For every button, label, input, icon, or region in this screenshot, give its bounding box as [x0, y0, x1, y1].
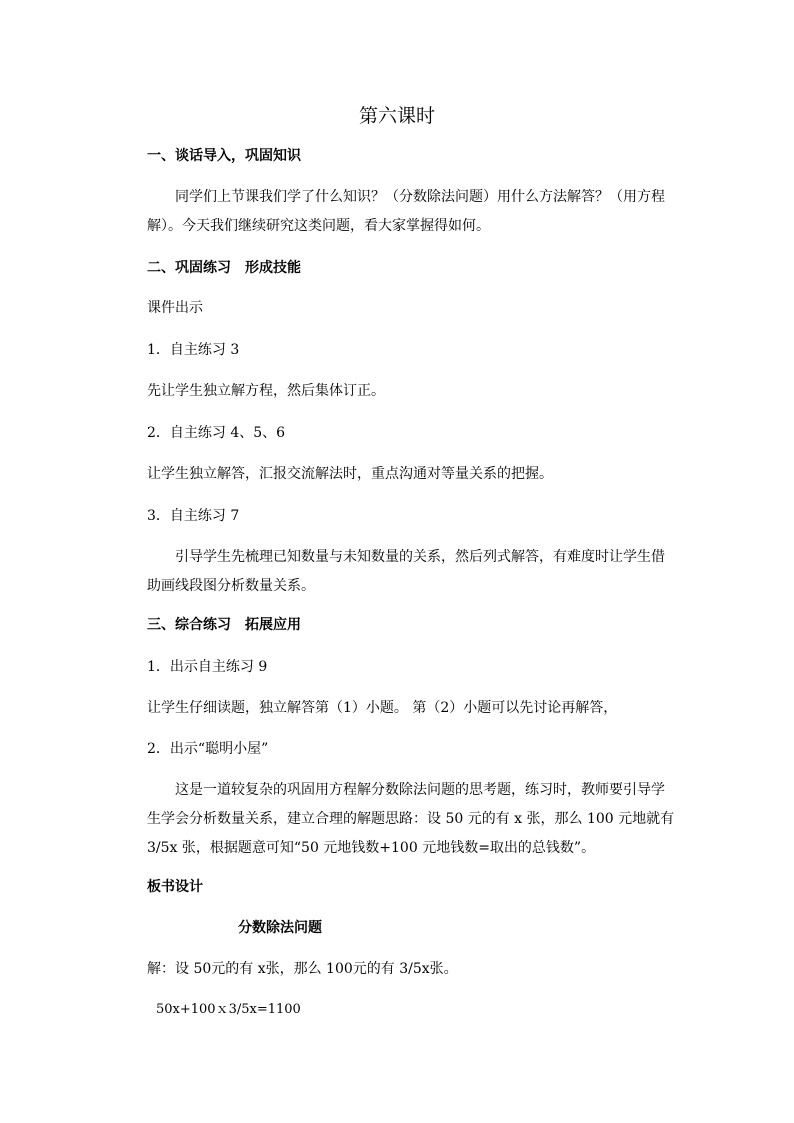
exercise-item-3: 3．自主练习 7	[147, 508, 240, 524]
board-heading: 板书设计	[147, 879, 203, 895]
exercise-item-2: 2．自主练习 4、5、6	[147, 425, 286, 441]
practice-item-1: 1．出示自主练习 9	[147, 659, 268, 675]
exercise-item-1-text: 先让学生独立解方程，然后集体订正。	[147, 383, 385, 399]
section1-paragraph: 同学们上节课我们学了什么知识？（分数除法问题）用什么方法解答？（用方程解）。今天我们继续研究这类问题，看大家掌握得如何。	[147, 189, 665, 234]
board-subtitle: 分数除法问题	[238, 920, 322, 936]
section2-heading: 二、巩固练习 形成技能	[147, 260, 301, 276]
section3-heading: 三、综合练习 拓展应用	[147, 617, 301, 633]
board-solution: 解：设 50元的有 x张，那么 100元的有 3/5x张。	[147, 961, 458, 977]
courseware-label: 课件出示	[147, 300, 203, 316]
page-title: 第六课时	[358, 105, 435, 127]
exercise-item-2-text: 让学生独立解答，汇报交流解法时，重点沟通对等量关系的把握。	[147, 466, 553, 482]
practice-item-2-text: 这是一道较复杂的巩固用方程解分数除法问题的思考题，练习时，教师要引导学生学会分析数量关系，建立合理的解题思路：设 50 元的有 x 张，那么 100 元地就有 3/5x 张，根据题意可知“50 元地钱数+100 元地钱数=取出的总钱数”。	[147, 782, 675, 856]
section1-heading: 一、谈话导入，巩固知识	[147, 148, 301, 164]
board-equation: 50x+100ｘ3/5x=1100	[156, 1002, 301, 1017]
exercise-item-3-text: 引导学生先梳理已知数量与未知数量的关系，然后列式解答，有难度时让学生借助画线段图分析数量关系。	[147, 549, 665, 594]
exercise-item-1: 1．自主练习 3	[147, 342, 240, 358]
practice-item-1-text: 让学生仔细读题，独立解答第（1）小题。 第（2）小题可以先讨论再解答，	[147, 700, 618, 716]
practice-item-2: 2．出示“聪明小屋”	[147, 741, 269, 757]
